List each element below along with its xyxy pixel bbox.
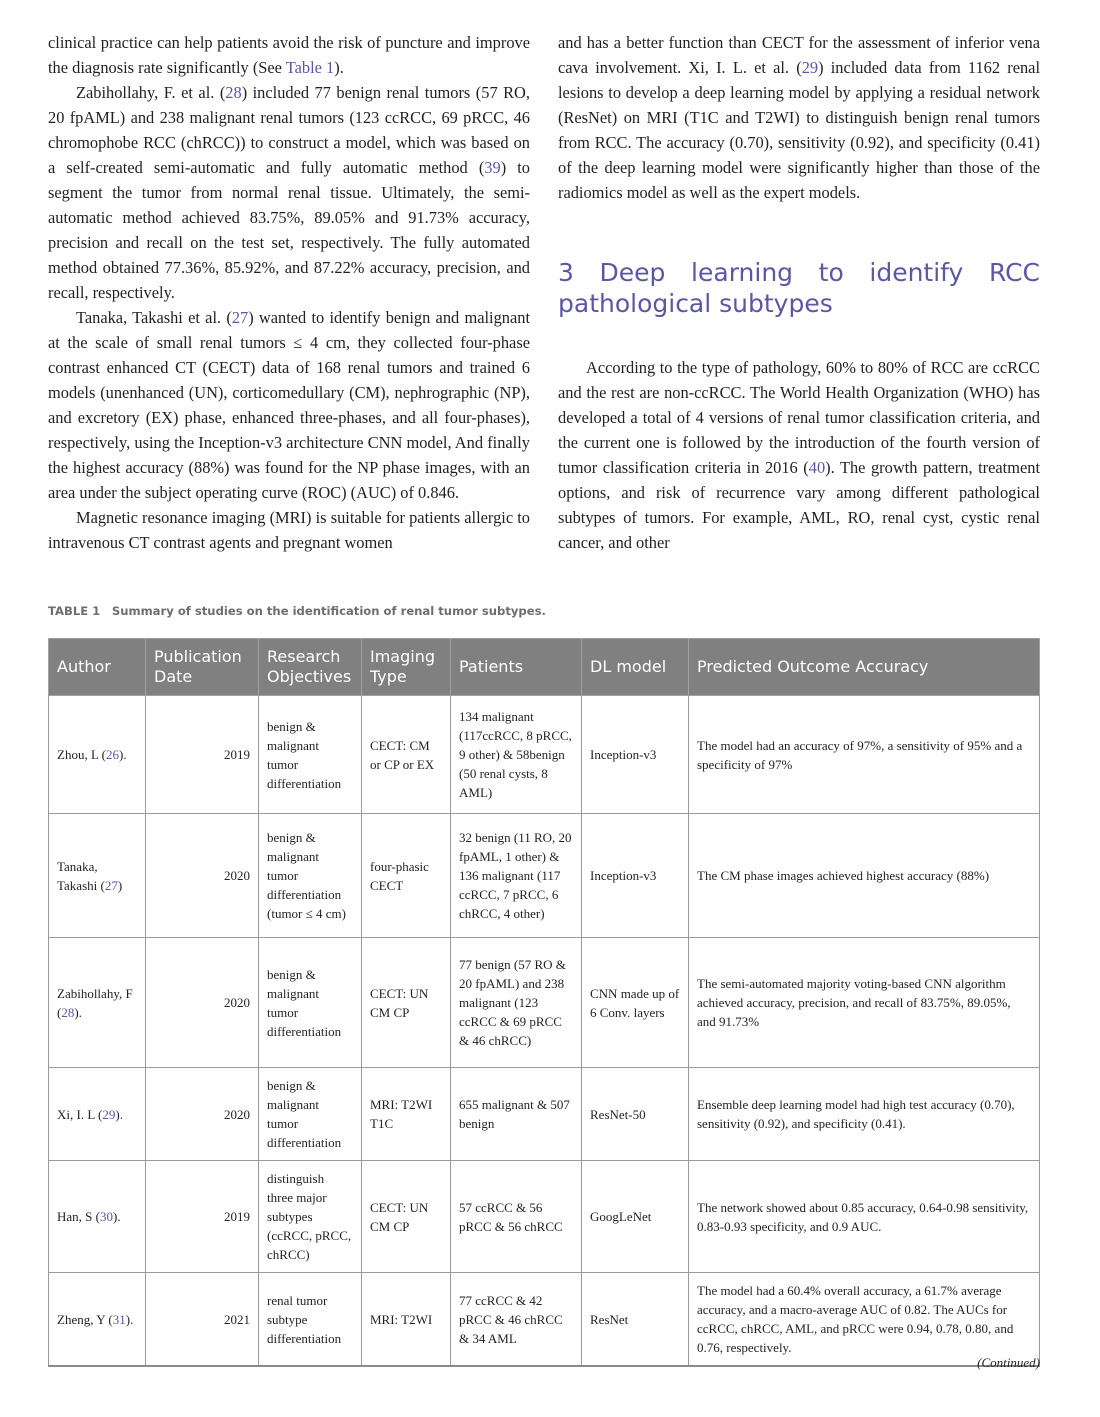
citation-link[interactable]: 27 <box>104 877 118 893</box>
cell-author: Zabihollahy, F (28). <box>49 938 146 1068</box>
citation-link[interactable]: 27 <box>231 308 249 327</box>
cell-objectives: benign & malignant tumor differentiation <box>259 1068 362 1161</box>
paragraph: Tanaka, Takashi et al. (27) wanted to identify benign and malignant at the scale of small renal tumors ≤ 4 cm, they collected four-phase contrast enhanced CT (CECT) data of 168 renal tumors and trained 6 models (unenhanced (UN), corticomedullary (CM), nephrographic (NP), and excretory (EX) phase, enhanced three-phases, and all four-phases), respectively, using the Inception-v3 architecture CNN model, And finally the highest accuracy (88%) was found for the NP phase images, with an area under the subject operating curve (ROC) (AUC) of 0.846. <box>48 308 530 502</box>
cell-author: Zhou, L (26). <box>49 696 146 814</box>
table-caption-label: TABLE 1 <box>48 604 101 618</box>
summary-table <box>48 638 1040 1367</box>
cell-dl-model: ResNet-50 <box>582 1068 689 1161</box>
table-header-row <box>49 639 1040 696</box>
header-research-objectives: Research Objectives <box>259 639 362 696</box>
header-dl-model: DL model <box>582 639 689 696</box>
cell-objectives: renal tumor subtype differentiation <box>259 1273 362 1367</box>
cell-dl-model: GoogLeNet <box>582 1161 689 1273</box>
left-column <box>48 30 530 555</box>
header-patients: Patients <box>451 639 582 696</box>
cell-patients: 77 ccRCC & 42 pRCC & 46 chRCC & 34 AML <box>451 1273 582 1367</box>
header-imaging-type: Imaging Type <box>362 639 451 696</box>
header-publication-date: Publication Date <box>146 639 259 696</box>
table-link[interactable]: Table 1 <box>285 58 335 77</box>
cell-date: 2019 <box>146 696 259 814</box>
table-caption-text: Summary of studies on the identification of renal tumor subtypes. <box>111 604 546 618</box>
cell-objectives: benign & malignant tumor differentiation <box>259 696 362 814</box>
cell-imaging: CECT: UN CM CP <box>362 1161 451 1273</box>
header-predicted-outcome: Predicted Outcome Accuracy <box>689 639 1040 696</box>
continued-label: (Continued) <box>977 1355 1040 1370</box>
cell-author: Han, S (30). <box>49 1161 146 1273</box>
table-row <box>49 1161 1040 1273</box>
cell-patients: 32 benign (11 RO, 20 fpAML, 1 other) & 136 malignant (117 ccRCC, 7 pRCC, 6 chRCC, 4 other) <box>451 814 582 938</box>
cell-objectives: benign & malignant tumor differentiation (tumor ≤ 4 cm) <box>259 814 362 938</box>
citation-link[interactable]: 39 <box>484 158 501 177</box>
cell-patients: 655 malignant & 507 benign <box>451 1068 582 1161</box>
cell-dl-model: Inception-v3 <box>582 696 689 814</box>
cell-outcome: The model had a 60.4% overall accuracy, a 61.7% average accuracy, and a macro-average AUC of 0.82. The AUCs for ccRCC, chRCC, AML, and pRCC were 0.94, 0.78, 0.80, and 0.76, respectively. <box>689 1273 1040 1367</box>
cell-dl-model: ResNet <box>582 1273 689 1367</box>
cell-imaging: MRI: T2WI <box>362 1273 451 1367</box>
table-row <box>49 938 1040 1068</box>
citation-link[interactable]: 28 <box>61 1004 75 1020</box>
paragraph: clinical practice can help patients avoid the risk of puncture and improve the diagnosis rate significantly (See Table 1). <box>48 33 530 77</box>
cell-objectives: benign & malignant tumor differentiation <box>259 938 362 1068</box>
section-heading: 3 Deep learning to identify RCC pathological subtypes <box>558 258 1040 318</box>
paragraph: According to the type of pathology, 60% to 80% of RCC are ccRCC and the rest are non-ccRCC. The World Health Organization (WHO) has developed a total of 4 versions of renal tumor classification criteria, and the current one is followed by the introduction of the fourth version of tumor classification criteria in 2016 (40). The growth pattern, treatment options, and risk of recurrence vary among different pathological subtypes of tumors. For example, AML, RO, renal cyst, cystic renal cancer, and other <box>558 358 1040 552</box>
cell-imaging: CECT: UN CM CP <box>362 938 451 1068</box>
cell-author: Xi, I. L (29). <box>49 1068 146 1161</box>
paragraph: Zabihollahy, F. et al. (28) included 77 benign renal tumors (57 RO, 20 fpAML) and 238 malignant renal tumors (123 ccRCC, 69 pRCC, 46 chromophobe RCC (chRCC)) to construct a model, which was based on a self-created semi-automatic and fully automatic method (39) to segment the tumor from normal renal tissue. Ultimately, the semi-automatic method achieved 83.75%, 89.05% and 91.73% accuracy, precision and recall on the test set, respectively. The fully automated method obtained 77.36%, 85.92%, and 87.22% accuracy, precision, and recall, respectively. <box>48 83 530 302</box>
paragraph: and has a better function than CECT for the assessment of inferior vena cava involvement. Xi, I. L. et al. (29) included data from 1162 renal lesions to develop a deep learning model by applying a residual network (ResNet) on MRI (T1C and T2WI) to distinguish benign renal tumors from RCC. The accuracy (0.70), sensitivity (0.92), and specificity (0.41) of the deep learning model were significantly higher than those of the radiomics model as well as the expert models. <box>558 33 1040 202</box>
cell-date: 2019 <box>146 1161 259 1273</box>
cell-patients: 57 ccRCC & 56 pRCC & 56 chRCC <box>451 1161 582 1273</box>
cell-outcome: The semi-automated majority voting-based CNN algorithm achieved accuracy, precision, and recall of 83.75%, 89.05%, and 91.73% <box>689 938 1040 1068</box>
cell-imaging: four-phasic CECT <box>362 814 451 938</box>
cell-author: Tanaka, Takashi (27) <box>49 814 146 938</box>
table-row <box>49 1273 1040 1367</box>
cell-dl-model: CNN made up of 6 Conv. layers <box>582 938 689 1068</box>
table-caption <box>48 604 546 618</box>
cell-dl-model: Inception-v3 <box>582 814 689 938</box>
paragraph: Magnetic resonance imaging (MRI) is suitable for patients allergic to intravenous CT contrast agents and pregnant women <box>48 508 530 552</box>
right-column <box>558 30 1040 555</box>
header-author: Author <box>49 639 146 696</box>
citation-link[interactable]: 31 <box>112 1311 126 1327</box>
cell-patients: 77 benign (57 RO & 20 fpAML) and 238 malignant (123 ccRCC & 69 pRCC & 46 chRCC) <box>451 938 582 1068</box>
cell-objectives: distinguish three major subtypes (ccRCC, pRCC, chRCC) <box>259 1161 362 1273</box>
cell-patients: 134 malignant (117ccRCC, 8 pRCC, 9 other) & 58benign (50 renal cysts, 8 AML) <box>451 696 582 814</box>
citation-link[interactable]: 28 <box>225 83 242 102</box>
cell-imaging: CECT: CM or CP or EX <box>362 696 451 814</box>
cell-date: 2021 <box>146 1273 259 1367</box>
citation-link[interactable]: 29 <box>801 58 819 77</box>
cell-imaging: MRI: T2WI T1C <box>362 1068 451 1161</box>
citation-link[interactable]: 26 <box>106 747 119 762</box>
cell-outcome: The model had an accuracy of 97%, a sensitivity of 95% and a specificity of 97% <box>689 696 1040 814</box>
citation-link[interactable]: 29 <box>102 1106 116 1122</box>
table-row <box>49 696 1040 814</box>
table-row <box>49 1068 1040 1161</box>
cell-outcome: The network showed about 0.85 accuracy, 0.64-0.98 sensitivity, 0.83-0.93 specificity, and 0.9 AUC. <box>689 1161 1040 1273</box>
citation-link[interactable]: 40 <box>808 458 826 477</box>
cell-outcome: The CM phase images achieved highest accuracy (88%) <box>689 814 1040 938</box>
table-row <box>49 814 1040 938</box>
cell-outcome: Ensemble deep learning model had high test accuracy (0.70), sensitivity (0.92), and specificity (0.41). <box>689 1068 1040 1161</box>
cell-date: 2020 <box>146 814 259 938</box>
cell-author: Zheng, Y (31). <box>49 1273 146 1367</box>
citation-link[interactable]: 30 <box>99 1209 113 1224</box>
cell-date: 2020 <box>146 938 259 1068</box>
cell-date: 2020 <box>146 1068 259 1161</box>
